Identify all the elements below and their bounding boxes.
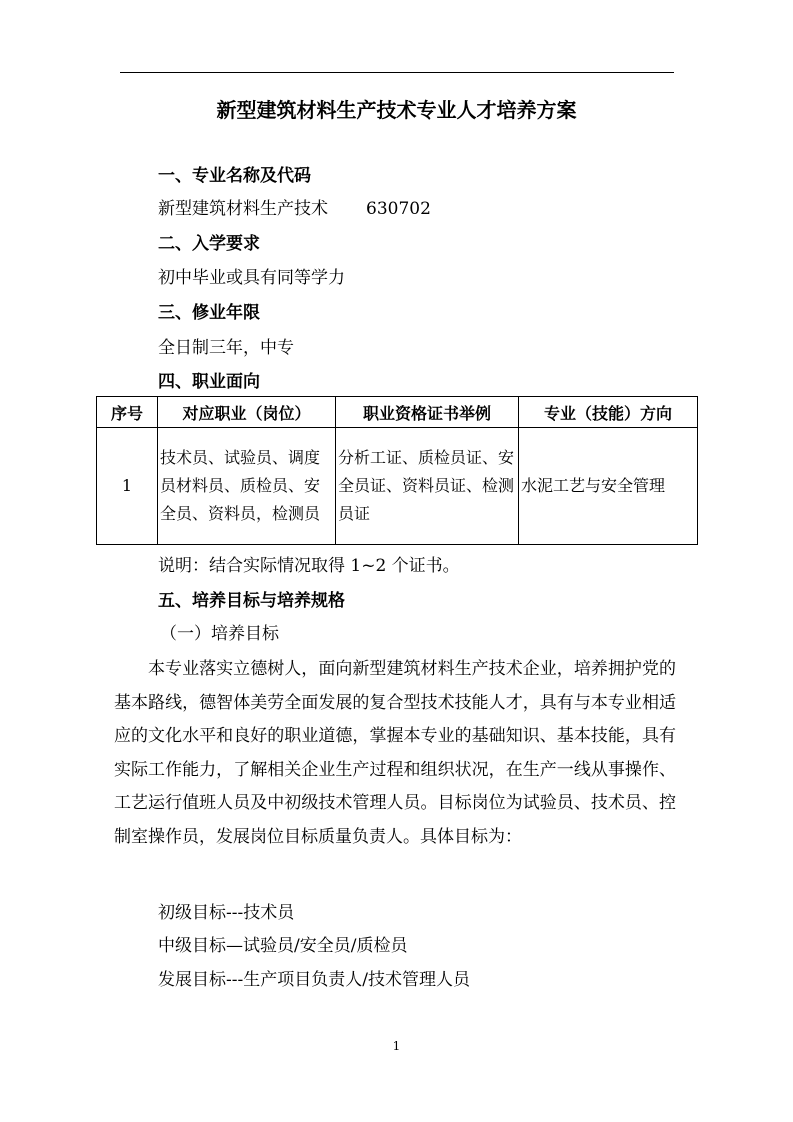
objectives-paragraph: 本专业落实立德树人，面向新型建筑材料生产技术企业，培养拥护党的基本路线，德智体美劳全面发展的复合型技术技能人才，具有与本专业相适应的文化水平和良好的职业道德，掌握本专业的基础知识、基本技能，具有实际工作能力，了解相关企业生产过程和组织状况，在生产一线从事操作、工艺运行值班人员及中初级技术管理人员。目标岗位为试验员、技术员、控制室操作员，发展岗位目标质量负责人。具体目标为：: [114, 659, 676, 847]
section-heading-major: 一、专业名称及代码: [158, 166, 311, 186]
header-rule: [120, 72, 674, 73]
duration-text: 全日制三年，中专: [158, 338, 294, 358]
subheading-objectives: （一）培养目标: [160, 624, 279, 644]
header-cell-certificate: 职业资格证书举例: [336, 397, 519, 428]
document-title: 新型建筑材料生产技术专业人才培养方案: [216, 98, 577, 122]
cell-direction: 水泥工艺与安全管理: [519, 428, 698, 545]
header-cell-occupation: 对应职业（岗位）: [158, 397, 336, 428]
cell-occupation: 技术员、试验员、调度员材料员、质检员、安全员、资料员，检测员: [158, 428, 336, 545]
goal-development: 发展目标---生产项目负责人/技术管理人员: [158, 970, 470, 990]
table-note: 说明：结合实际情况取得 1~2 个证书。: [158, 556, 460, 576]
major-name: 新型建筑材料生产技术: [158, 199, 328, 219]
major-code: 630702: [366, 199, 431, 219]
section-heading-admission: 二、入学要求: [158, 234, 260, 254]
section-heading-objectives: 五、培养目标与培养规格: [158, 591, 345, 611]
header-cell-index: 序号: [97, 397, 158, 428]
table-row: [97, 428, 698, 545]
header-cell-direction: 专业（技能）方向: [519, 397, 698, 428]
page-number: 1: [392, 1039, 401, 1053]
major-name-line: [158, 197, 431, 221]
admission-text: 初中毕业或具有同等学力: [158, 268, 345, 288]
cell-index: 1: [97, 428, 158, 545]
goal-junior: 初级目标---技术员: [158, 903, 295, 923]
section-heading-career: 四、职业面向: [158, 372, 260, 392]
career-table: [96, 396, 698, 545]
section-heading-duration: 三、修业年限: [158, 303, 260, 323]
goal-intermediate: 中级目标—试验员/安全员/质检员: [158, 936, 408, 956]
table-header-row: [97, 397, 698, 428]
cell-certificate: 分析工证、质检员证、安全员证、资料员证、检测员证: [336, 428, 519, 545]
